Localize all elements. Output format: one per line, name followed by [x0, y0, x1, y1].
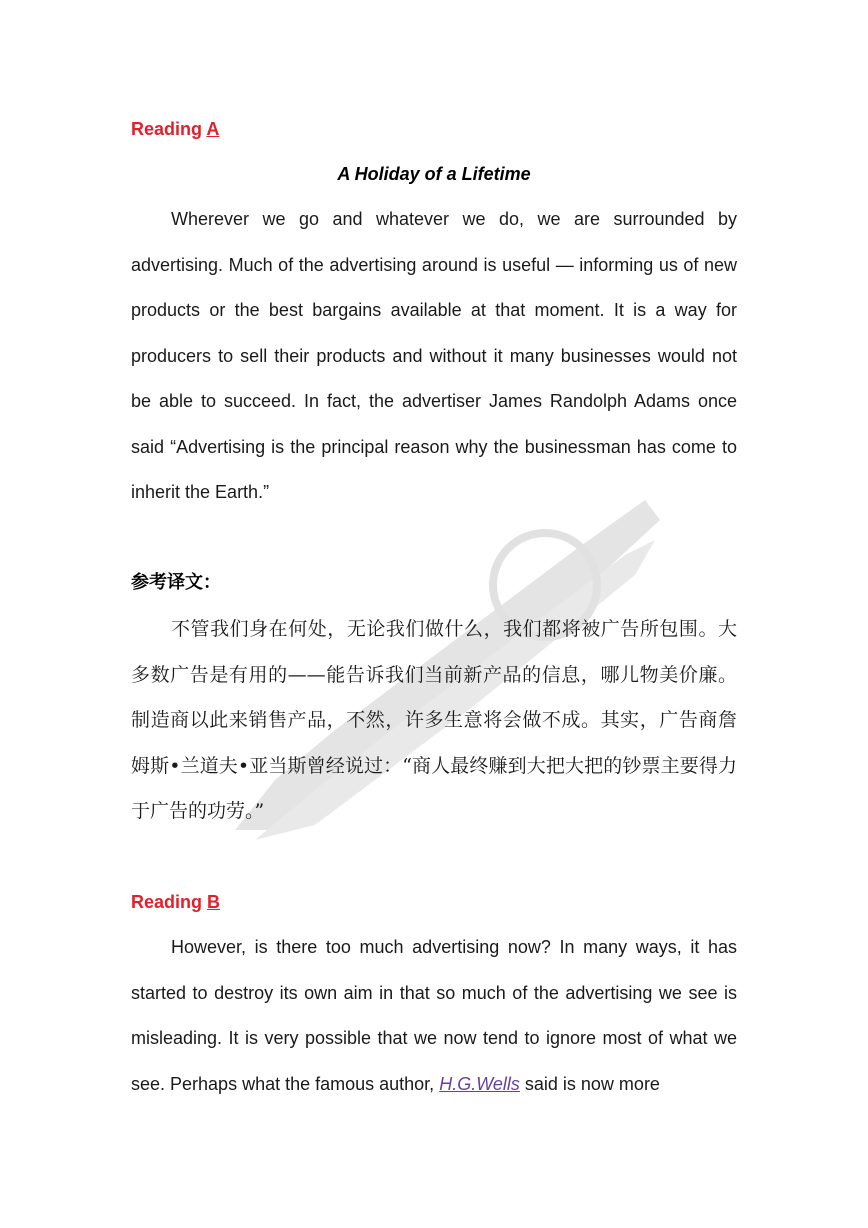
reading-b-text-before-link: However, is there too much advertising now? In many ways, it has started to destroy its own aim in that so much of the advertising we see is misleading. It is very possible that we now tend to ignore most of what we see. Perhaps what the famous author, [131, 937, 737, 1094]
translation-label: 参考译文： [131, 572, 221, 593]
reading-a-title: A Holiday of a Lifetime [337, 164, 531, 184]
hg-wells-link[interactable]: H.G.Wells [439, 1073, 520, 1094]
reading-b-paragraph [131, 925, 737, 1107]
reading-a-paragraph: Wherever we go and whatever we do, we are surrounded by advertising. Much of the advertising around is useful — informing us of new products or the best bargains available at that moment. It is a way for producers to sell their products and without it many businesses would not be able to succeed. In fact, the advertiser James Randolph Adams once said “Advertising is the principal reason why the businessman has come to inherit the Earth.” [131, 209, 737, 502]
reading-b-text-after-link: said is now more [519, 1073, 660, 1094]
translation-paragraph: 不管我们身在何处，无论我们做什么，我们都将被广告所包围。大多数广告是有用的——能告诉我们当前新产品的信息，哪儿物美价廉。制造商以此来销售产品，不然，许多生意将会做不成。其实，广告商詹姆斯•兰道夫•亚当斯曾经说过：“商人最终赚到大把大把的钞票主要得力于广告的功劳。” [131, 618, 737, 822]
reading-b-heading: Reading B [131, 892, 221, 912]
reading-a-heading: Reading A [131, 119, 220, 139]
